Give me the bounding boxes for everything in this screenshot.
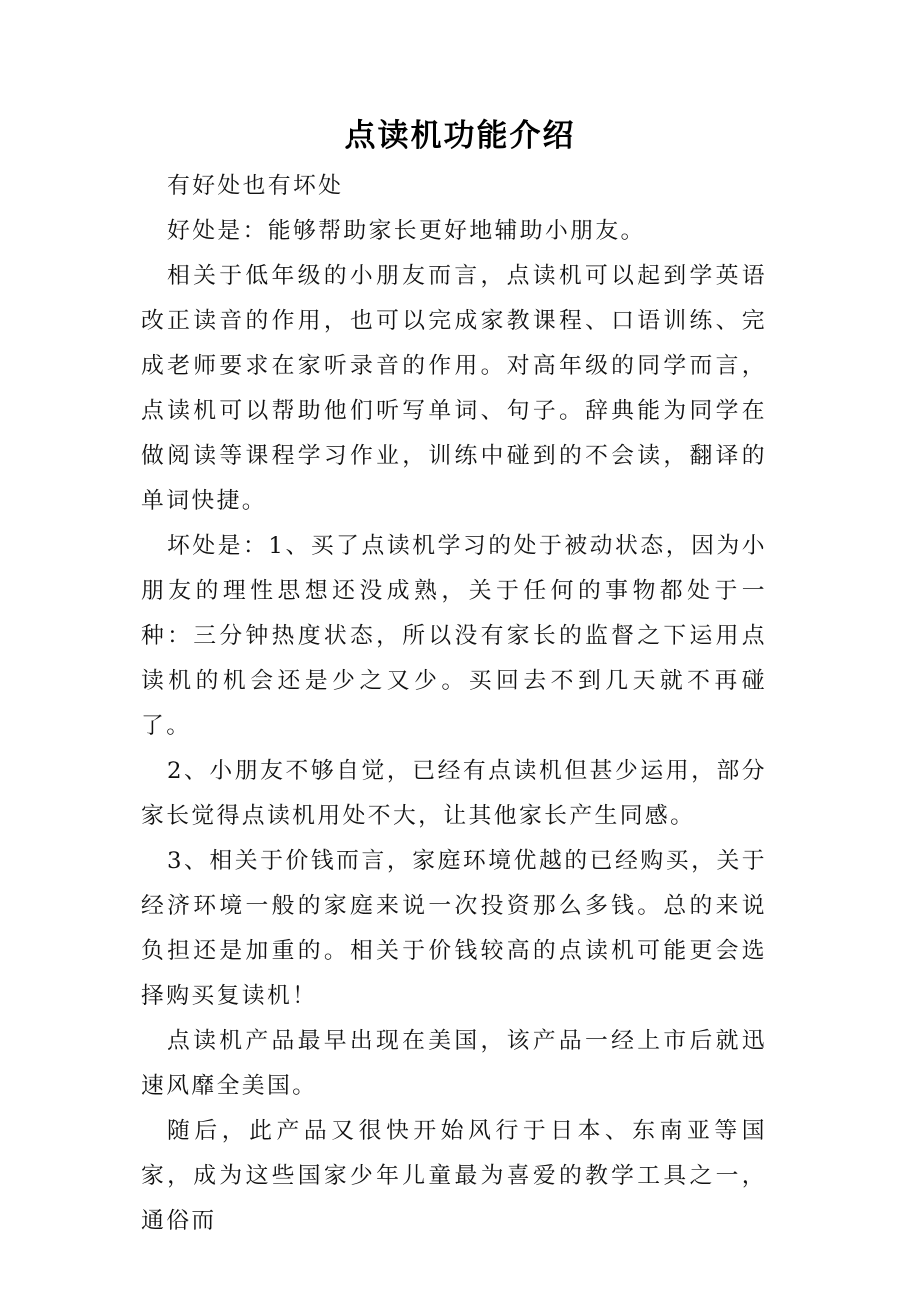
paragraph-advantages-intro: 好处是：能够帮助家长更好地辅助小朋友。	[167, 218, 646, 244]
paragraph-disadvantage-2: 2、小朋友不够自觉，已经有点读机但甚少运用，部分家长觉得点读机用处不大，让其他家长产生同感。	[141, 758, 767, 829]
paragraph-disadvantage-3: 3、相关于价钱而言，家庭环境优越的已经购买，关于经济环境一般的家庭来说一次投资那么多钱。总的来说负担还是加重的。相关于价钱较高的点读机可能更会选择购买复读机！	[141, 848, 767, 1009]
paragraph-origin: 点读机产品最早出现在美国，该产品一经上市后就迅速风靡全美国。	[141, 1028, 767, 1099]
document-body	[141, 164, 767, 1244]
paragraph-advantages-detail: 相关于低年级的小朋友而言，点读机可以起到学英语改正读音的作用，也可以完成家教课程、口语训练、完成老师要求在家听录音的作用。对高年级的同学而言，点读机可以帮助他们听写单词、句子。辞典能为同学在做阅读等课程学习作业，训练中碰到的不会读，翻译的单词快捷。	[141, 263, 767, 514]
paragraph-summary: 有好处也有坏处	[167, 173, 344, 199]
paragraph-spread: 随后，此产品又很快开始风行于日本、东南亚等国家，成为这些国家少年儿童最为喜爱的教学工具之一，通俗而	[141, 1118, 767, 1234]
paragraph-disadvantage-1: 坏处是：1、买了点读机学习的处于被动状态，因为小朋友的理性思想还没成熟，关于任何的事物都处于一种：三分钟热度状态，所以没有家长的监督之下运用点读机的机会还是少之又少。买回去不到几天就不再碰了。	[141, 533, 767, 739]
document-title: 点读机功能介绍	[344, 118, 576, 154]
